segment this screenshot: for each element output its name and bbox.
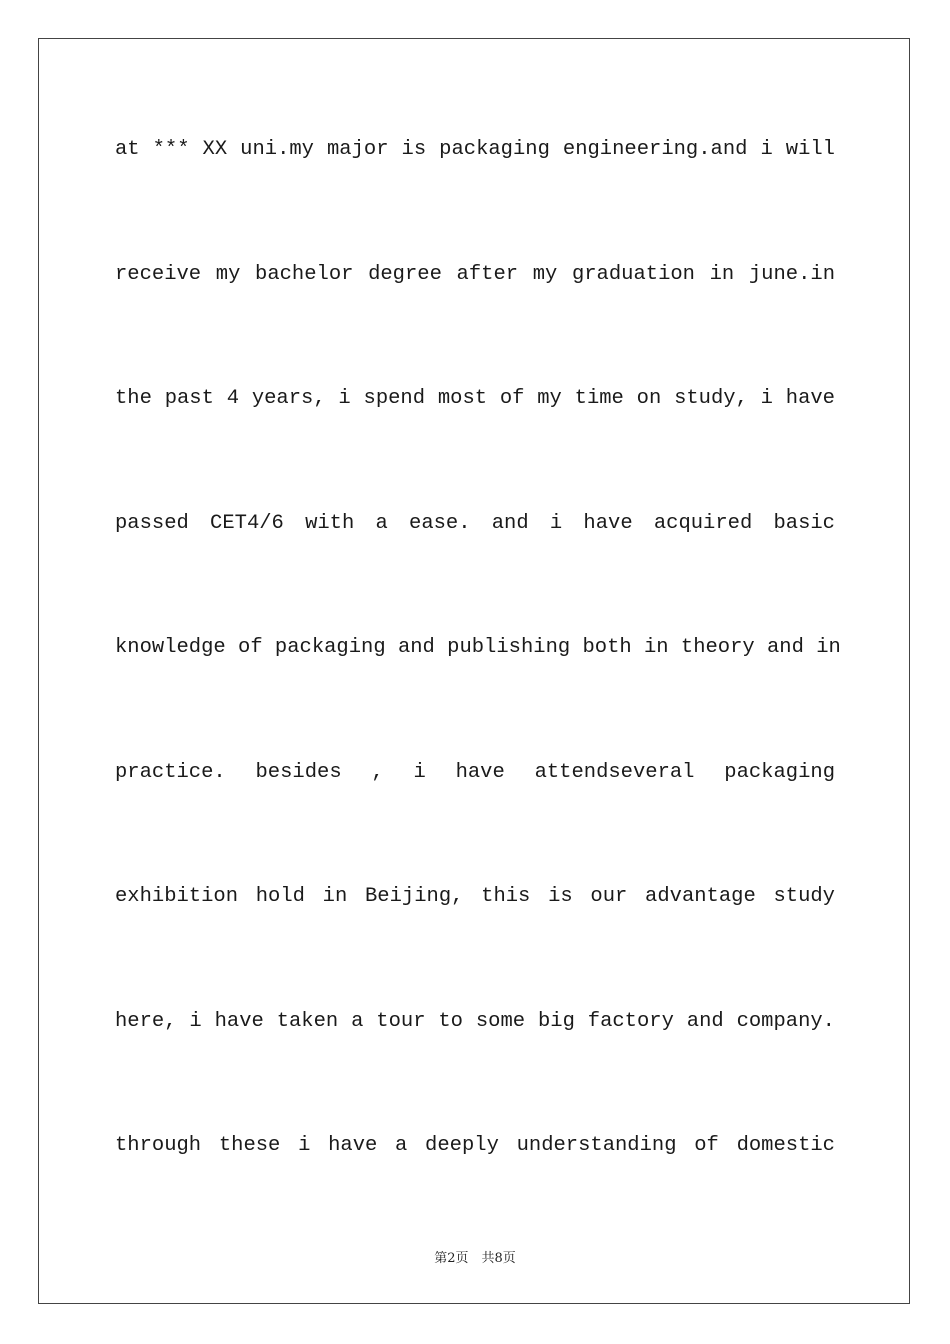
page-number: 第2页 共8页 — [434, 1251, 516, 1266]
text-line: passed CET4/6 with a ease. and i have acquired basic — [115, 512, 835, 535]
text-line: receive my bachelor degree after my graduation in june.in — [115, 263, 835, 286]
text-line: through these i have a deeply understanding of domestic — [115, 1134, 835, 1157]
page-border — [38, 38, 910, 1304]
text-line: at *** XX uni.my major is packaging engineering.and i will — [115, 138, 835, 161]
text-line: exhibition hold in Beijing, this is our advantage study — [115, 885, 835, 908]
text-line: practice. besides , i have attendseveral packaging — [115, 761, 835, 784]
text-line: the past 4 years, i spend most of my time on study, i have — [115, 387, 835, 410]
text-line: knowledge of packaging and publishing both in theory and in — [115, 636, 841, 659]
text-line: here, i have taken a tour to some big factory and company. — [115, 1010, 835, 1033]
